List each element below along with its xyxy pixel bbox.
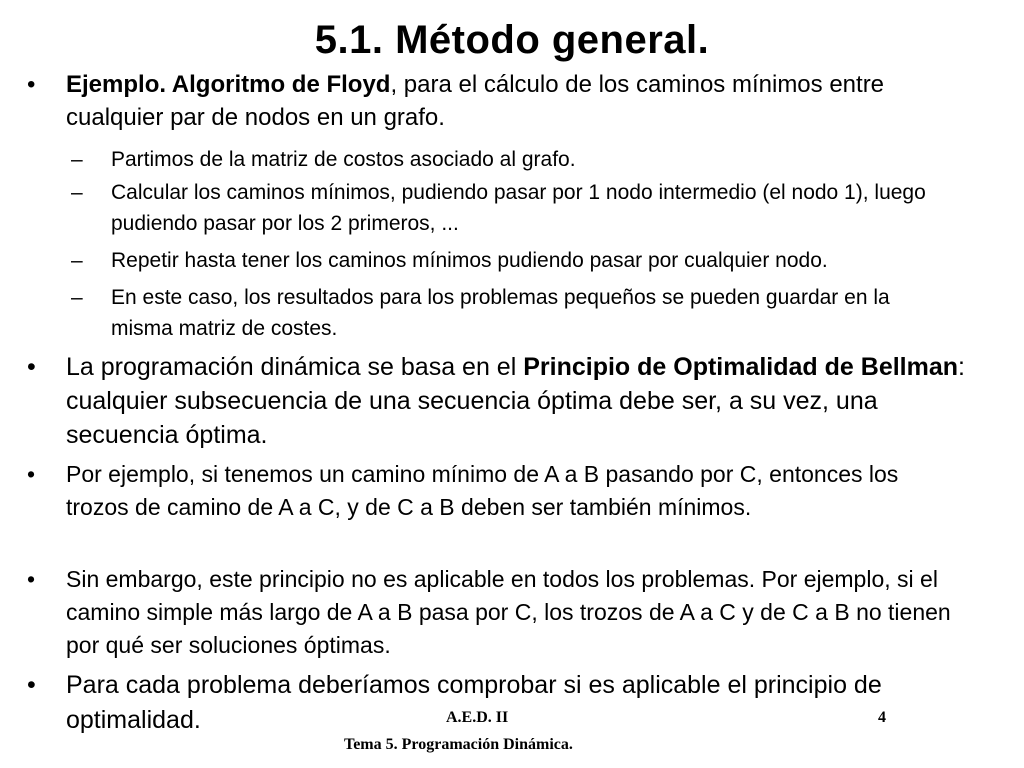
- bullet-marker: •: [27, 566, 36, 592]
- bullet-bold-text: Principio de Optimalidad de Bellman: [523, 353, 959, 381]
- dash-marker: –: [71, 249, 83, 272]
- bullet-marker: •: [27, 461, 36, 487]
- bullet-body-text: , para el cálculo de los caminos mínimos entre cualquier par de nodos en un grafo.: [66, 71, 885, 131]
- sub-item-text: Partimos de la matriz de costos asociado al grafo.: [111, 148, 576, 171]
- sub-item-text: Repetir hasta tener los caminos mínimos pudiendo pasar por cualquier nodo.: [111, 249, 828, 272]
- bullet-bold-text: Ejemplo. Algoritmo de Floyd: [66, 71, 391, 98]
- bullet-marker: •: [27, 71, 36, 98]
- bullet-marker: •: [27, 671, 36, 699]
- dash-marker: –: [71, 181, 83, 204]
- slide-title: 5.1. Método general.: [314, 18, 710, 62]
- sub-item-text: En este caso, los resultados para los problemas pequeños se pueden guardar en la misma matriz de costes.: [111, 286, 890, 340]
- bullet-text: [66, 350, 976, 452]
- dash-marker: –: [71, 148, 83, 171]
- dash-marker: –: [71, 286, 83, 309]
- bullet-body-text: : cualquier subsecuencia de una secuencia óptima debe ser, a su vez, una secuencia óptima.: [66, 353, 965, 449]
- bullet-marker: •: [27, 353, 36, 381]
- footer-page-number: 4: [878, 709, 886, 726]
- bullet-text: Sin embargo, este principio no es aplicable en todos los problemas. Por ejemplo, si el camino simple más largo de A a B pasa por C, los trozos de A a C y de C a B no tienen por qué ser soluciones óptimas.: [66, 566, 951, 658]
- footer-topic: Tema 5. Programación Dinámica.: [344, 736, 573, 753]
- sub-item-text: Calcular los caminos mínimos, pudiendo pasar por 1 nodo intermedio (el nodo 1), luego pudiendo pasar por los 2 primeros, ...: [111, 181, 926, 235]
- bullet-text: [66, 68, 976, 134]
- bullet-text: Para cada problema deberíamos comprobar si es aplicable el principio de optimalidad.: [66, 671, 882, 734]
- bullet-pre-text: La programación dinámica se basa en el: [66, 353, 524, 381]
- bullet-text: Por ejemplo, si tenemos un camino mínimo de A a B pasando por C, entonces los trozos de camino de A a C, y de C a B deben ser también mínimos.: [66, 461, 899, 520]
- footer-course: A.E.D. II: [446, 709, 509, 726]
